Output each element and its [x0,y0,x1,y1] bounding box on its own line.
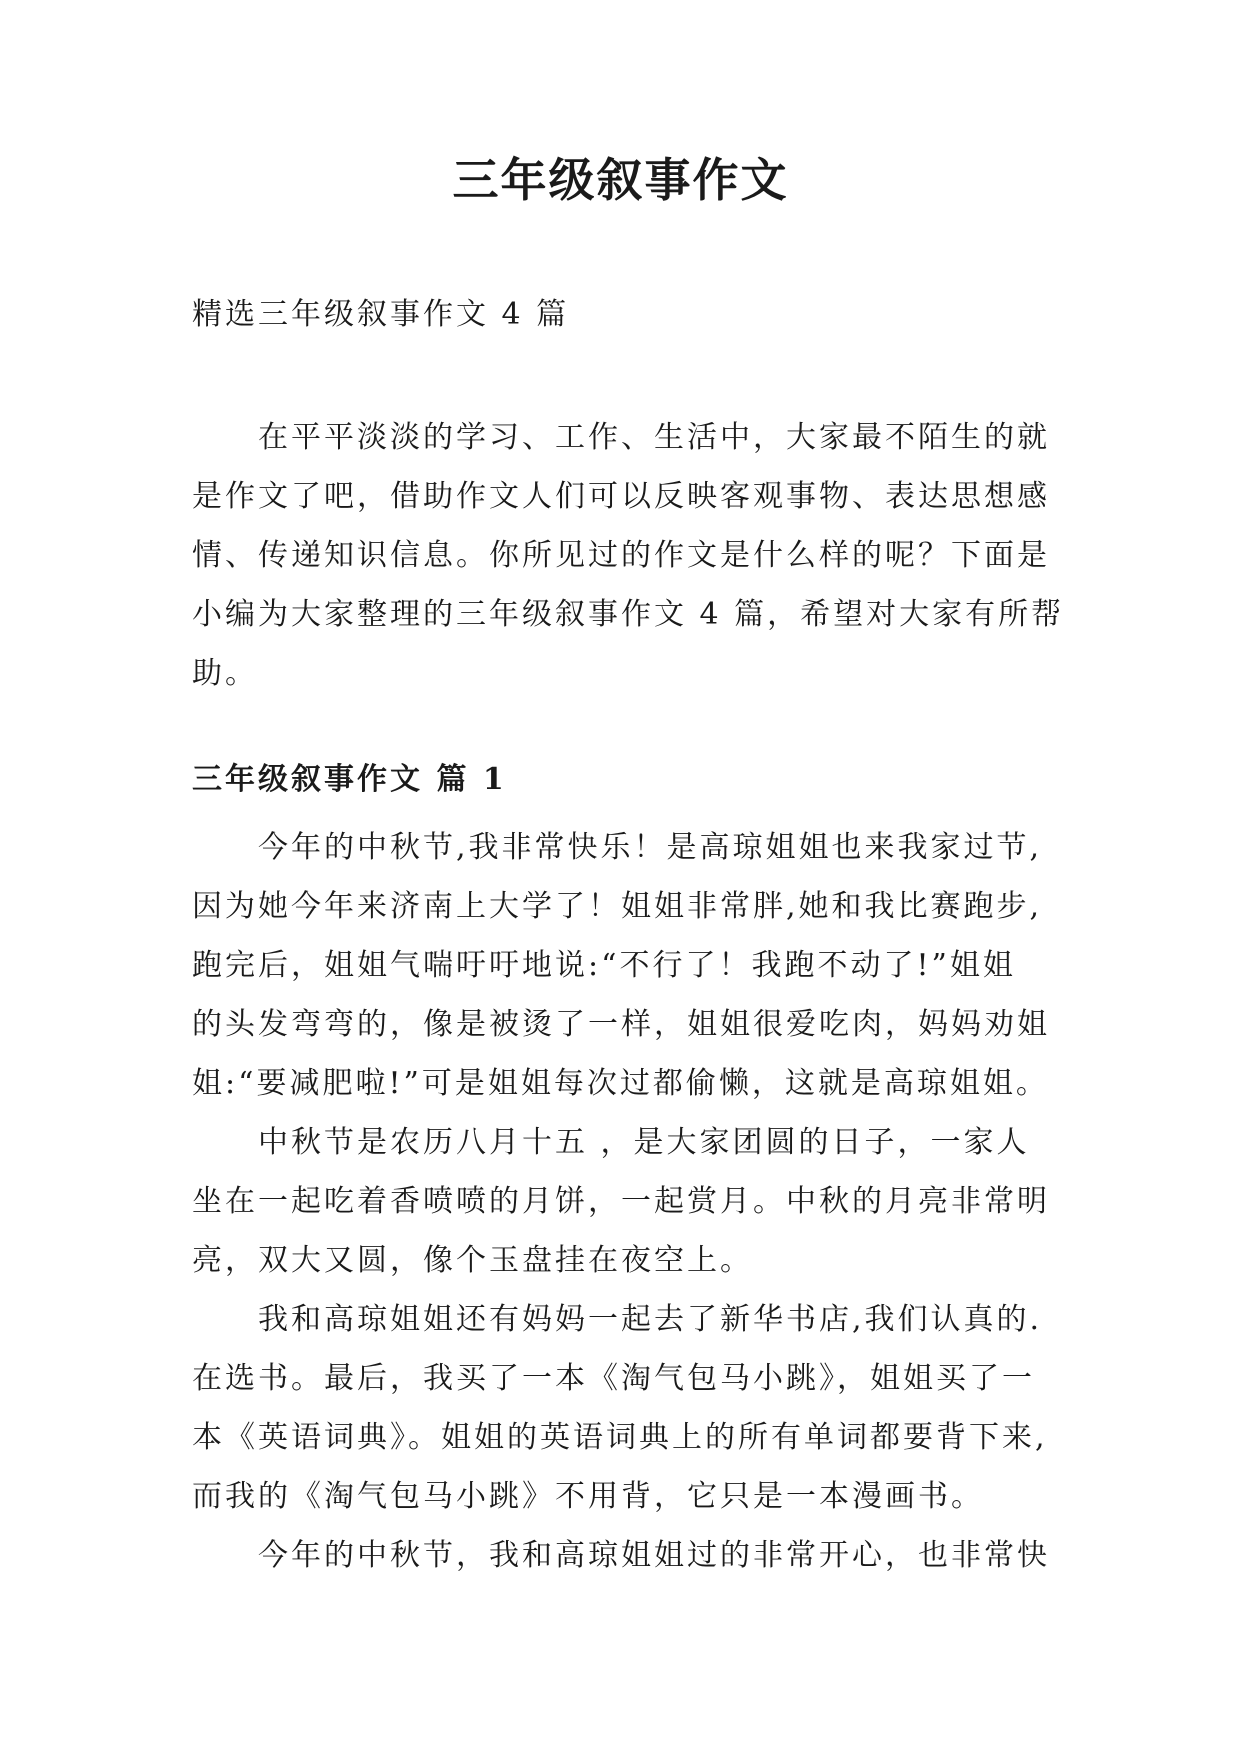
intro-line: 情、传递知识信息。你所见过的作文是什么样的呢？下面是 [192,538,1050,573]
essay-line: 在选书。最后，我买了一本《淘气包马小跳》，姐姐买了一 [192,1361,1035,1396]
essay-line: 因为她今年来济南上大学了！姐姐非常胖,她和我比赛跑步, [192,889,1043,924]
essay-line: 的头发弯弯的，像是被烫了一样，姐姐很爱吃肉，妈妈劝姐 [192,1007,1050,1042]
section-heading: 三年级叙事作文 篇 1 [192,762,507,797]
intro-line: 在平平淡淡的学习、工作、生活中，大家最不陌生的就 [258,420,1050,455]
intro-line: 助。 [192,656,258,691]
intro-line: 小编为大家整理的三年级叙事作文 4 篇，希望对大家有所帮 [192,597,1065,632]
essay-body [192,818,1062,1585]
essay-line: 本《英语词典》。姐姐的英语词典上的所有单词都要背下来, [192,1420,1048,1455]
essay-line: 我和高琼姐姐还有妈妈一起去了新华书店,我们认真的. [258,1302,1043,1337]
document-subtitle: 精选三年级叙事作文 4 篇 [192,297,570,332]
essay-line: 今年的中秋节，我和高琼姐姐过的非常开心，也非常快 [258,1538,1050,1573]
essay-line: 中秋节是农历八月十五 ，是大家团圆的日子，一家人 [258,1125,1030,1160]
essay-line: 亮，双大又圆，像个玉盘挂在夜空上。 [192,1243,753,1278]
essay-line: 今年的中秋节,我非常快乐！是高琼姐姐也来我家过节, [258,830,1043,865]
intro-paragraph [192,408,1065,703]
essay-line: 姐:“要减肥啦!”可是姐姐每次过都偷懒，这就是高琼姐姐。 [192,1066,1049,1101]
document-title: 三年级叙事作文 [452,153,789,207]
essay-line: 跑完后，姐姐气喘吁吁地说:“不行了！我跑不动了!”姐姐 [192,948,1016,983]
essay-line: 而我的《淘气包马小跳》不用背，它只是一本漫画书。 [192,1479,984,1514]
essay-line: 坐在一起吃着香喷喷的月饼，一起赏月。中秋的月亮非常明 [192,1184,1050,1219]
intro-line: 是作文了吧，借助作文人们可以反映客观事物、表达思想感 [192,479,1050,514]
